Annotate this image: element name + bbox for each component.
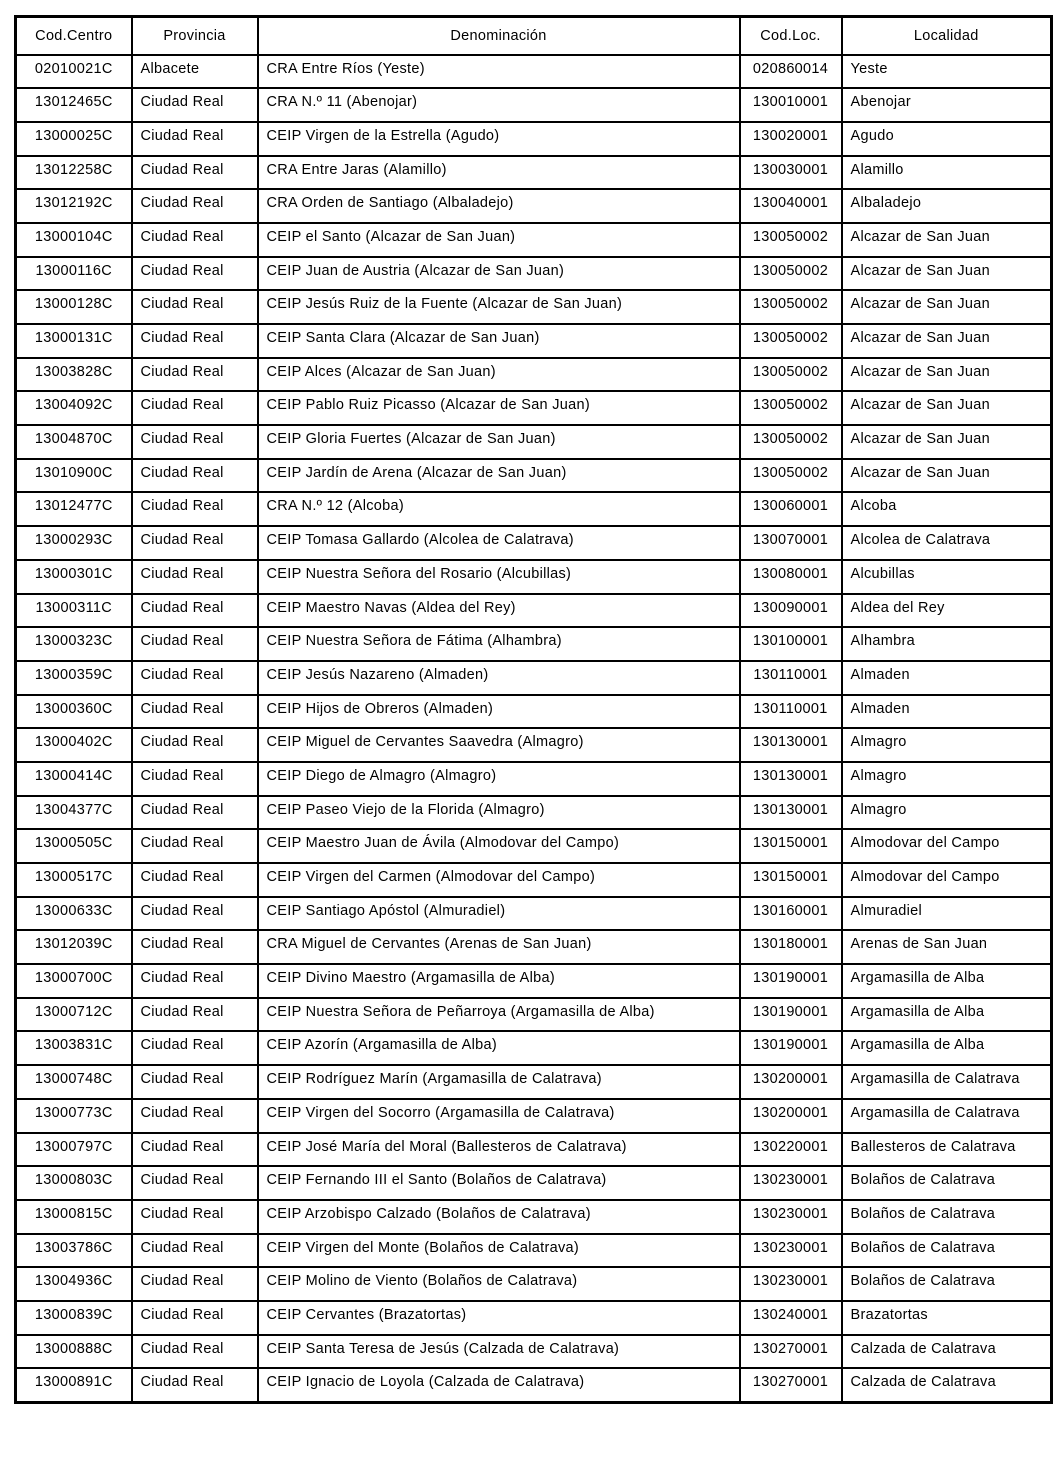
cell-cod_centro: 13012477C [16,492,132,526]
cell-provincia: Ciudad Real [132,1368,258,1402]
cell-denominacion: CEIP Pablo Ruiz Picasso (Alcazar de San Juan) [258,391,740,425]
cell-cod_centro: 13000748C [16,1065,132,1099]
cell-cod_loc: 130030001 [740,156,842,190]
cell-denominacion: CRA N.º 12 (Alcoba) [258,492,740,526]
cell-cod_centro: 13012465C [16,88,132,122]
cell-localidad: Alcazar de San Juan [842,358,1052,392]
cell-cod_loc: 130130001 [740,762,842,796]
cell-provincia: Ciudad Real [132,459,258,493]
cell-denominacion: CEIP Maestro Juan de Ávila (Almodovar del Campo) [258,829,740,863]
cell-cod_centro: 13000773C [16,1099,132,1133]
cell-localidad: Alcazar de San Juan [842,425,1052,459]
cell-provincia: Ciudad Real [132,897,258,931]
cell-provincia: Ciudad Real [132,1200,258,1234]
cell-cod_centro: 13000104C [16,223,132,257]
cell-denominacion: CEIP Divino Maestro (Argamasilla de Alba) [258,964,740,998]
column-header-provincia: Provincia [132,17,258,55]
cell-localidad: Calzada de Calatrava [842,1368,1052,1402]
cell-cod_centro: 13004870C [16,425,132,459]
cell-provincia: Ciudad Real [132,257,258,291]
column-header-cod-loc: Cod.Loc. [740,17,842,55]
cell-denominacion: CEIP José María del Moral (Ballesteros de Calatrava) [258,1133,740,1167]
cell-cod_centro: 13000116C [16,257,132,291]
cell-provincia: Ciudad Real [132,1166,258,1200]
cell-provincia: Ciudad Real [132,1267,258,1301]
cell-cod_centro: 13000360C [16,695,132,729]
cell-cod_loc: 130050002 [740,459,842,493]
table-row [16,1099,1052,1133]
cell-localidad: Argamasilla de Alba [842,998,1052,1032]
cell-cod_loc: 130220001 [740,1133,842,1167]
cell-denominacion: CEIP Nuestra Señora de Fátima (Alhambra) [258,627,740,661]
cell-localidad: Argamasilla de Calatrava [842,1099,1052,1133]
cell-provincia: Ciudad Real [132,863,258,897]
cell-provincia: Ciudad Real [132,762,258,796]
cell-localidad: Alcoba [842,492,1052,526]
cell-denominacion: CRA Entre Ríos (Yeste) [258,55,740,89]
table-row [16,594,1052,628]
cell-cod_centro: 13000797C [16,1133,132,1167]
cell-cod_loc: 130180001 [740,930,842,964]
cell-cod_loc: 130200001 [740,1099,842,1133]
cell-cod_centro: 13000888C [16,1335,132,1369]
cell-provincia: Ciudad Real [132,964,258,998]
cell-provincia: Ciudad Real [132,1301,258,1335]
table-row [16,1234,1052,1268]
cell-cod_loc: 130090001 [740,594,842,628]
cell-localidad: Argamasilla de Alba [842,1031,1052,1065]
cell-provincia: Ciudad Real [132,627,258,661]
cell-cod_loc: 130050002 [740,223,842,257]
cell-denominacion: CEIP Paseo Viejo de la Florida (Almagro) [258,796,740,830]
cell-cod_loc: 130050002 [740,257,842,291]
cell-cod_loc: 130050002 [740,290,842,324]
cell-localidad: Agudo [842,122,1052,156]
cell-provincia: Ciudad Real [132,661,258,695]
cell-cod_centro: 13000517C [16,863,132,897]
table-row [16,1301,1052,1335]
cell-cod_centro: 13000128C [16,290,132,324]
cell-localidad: Alcazar de San Juan [842,459,1052,493]
cell-denominacion: CEIP Arzobispo Calzado (Bolaños de Calatrava) [258,1200,740,1234]
table-row [16,425,1052,459]
cell-cod_centro: 13000359C [16,661,132,695]
cell-localidad: Almodovar del Campo [842,829,1052,863]
table-row [16,189,1052,223]
cell-cod_centro: 13000025C [16,122,132,156]
cell-denominacion: CEIP Virgen del Carmen (Almodovar del Campo) [258,863,740,897]
cell-denominacion: CRA Entre Jaras (Alamillo) [258,156,740,190]
cell-localidad: Bolaños de Calatrava [842,1234,1052,1268]
cell-provincia: Albacete [132,55,258,89]
cell-cod_centro: 02010021C [16,55,132,89]
cell-cod_centro: 13000839C [16,1301,132,1335]
cell-localidad: Alcazar de San Juan [842,290,1052,324]
cell-cod_loc: 020860014 [740,55,842,89]
cell-provincia: Ciudad Real [132,594,258,628]
cell-cod_centro: 13000311C [16,594,132,628]
cell-cod_centro: 13000323C [16,627,132,661]
table-row [16,122,1052,156]
cell-provincia: Ciudad Real [132,223,258,257]
cell-denominacion: CEIP Diego de Almagro (Almagro) [258,762,740,796]
cell-cod_centro: 13000414C [16,762,132,796]
table-row [16,88,1052,122]
cell-provincia: Ciudad Real [132,122,258,156]
cell-provincia: Ciudad Real [132,1335,258,1369]
cell-denominacion: CEIP Tomasa Gallardo (Alcolea de Calatrava) [258,526,740,560]
table-header [16,17,1052,55]
cell-provincia: Ciudad Real [132,1099,258,1133]
cell-provincia: Ciudad Real [132,526,258,560]
cell-provincia: Ciudad Real [132,560,258,594]
cell-denominacion: CEIP Jardín de Arena (Alcazar de San Juan) [258,459,740,493]
cell-provincia: Ciudad Real [132,728,258,762]
table-row [16,526,1052,560]
cell-cod_loc: 130110001 [740,695,842,729]
cell-cod_centro: 13000891C [16,1368,132,1402]
table-row [16,290,1052,324]
cell-provincia: Ciudad Real [132,391,258,425]
cell-cod_centro: 13004377C [16,796,132,830]
cell-cod_centro: 13000712C [16,998,132,1032]
table-row [16,1335,1052,1369]
table-row [16,358,1052,392]
table-row [16,863,1052,897]
cell-cod_loc: 130270001 [740,1368,842,1402]
cell-cod_loc: 130050002 [740,391,842,425]
table-row [16,627,1052,661]
cell-localidad: Aldea del Rey [842,594,1052,628]
cell-cod_centro: 13000293C [16,526,132,560]
table-row [16,324,1052,358]
cell-cod_centro: 13010900C [16,459,132,493]
cell-localidad: Alhambra [842,627,1052,661]
table-row [16,661,1052,695]
cell-provincia: Ciudad Real [132,1065,258,1099]
cell-denominacion: CRA Miguel de Cervantes (Arenas de San Juan) [258,930,740,964]
table-row [16,560,1052,594]
cell-cod_loc: 130010001 [740,88,842,122]
table-row [16,1368,1052,1402]
cell-cod_loc: 130230001 [740,1267,842,1301]
table-row [16,492,1052,526]
cell-denominacion: CEIP Hijos de Obreros (Almaden) [258,695,740,729]
cell-provincia: Ciudad Real [132,1234,258,1268]
cell-cod_loc: 130020001 [740,122,842,156]
cell-localidad: Almaden [842,695,1052,729]
table-row [16,829,1052,863]
cell-provincia: Ciudad Real [132,425,258,459]
cell-cod_centro: 13000700C [16,964,132,998]
cell-localidad: Almagro [842,796,1052,830]
table-row [16,156,1052,190]
school-centers-table [14,15,1053,1404]
cell-localidad: Argamasilla de Calatrava [842,1065,1052,1099]
cell-cod_centro: 13000803C [16,1166,132,1200]
cell-denominacion: CEIP Virgen del Monte (Bolaños de Calatrava) [258,1234,740,1268]
header-row [16,17,1052,55]
cell-cod_centro: 13003831C [16,1031,132,1065]
cell-cod_loc: 130130001 [740,728,842,762]
cell-cod_loc: 130050002 [740,324,842,358]
cell-provincia: Ciudad Real [132,1031,258,1065]
table-row [16,897,1052,931]
cell-localidad: Argamasilla de Alba [842,964,1052,998]
cell-localidad: Yeste [842,55,1052,89]
cell-cod_loc: 130270001 [740,1335,842,1369]
cell-denominacion: CEIP Santiago Apóstol (Almuradiel) [258,897,740,931]
cell-denominacion: CEIP Juan de Austria (Alcazar de San Juan) [258,257,740,291]
cell-localidad: Almuradiel [842,897,1052,931]
cell-cod_loc: 130150001 [740,863,842,897]
cell-provincia: Ciudad Real [132,695,258,729]
cell-denominacion: CEIP Nuestra Señora del Rosario (Alcubillas) [258,560,740,594]
cell-localidad: Calzada de Calatrava [842,1335,1052,1369]
cell-localidad: Bolaños de Calatrava [842,1166,1052,1200]
cell-localidad: Alcubillas [842,560,1052,594]
cell-cod_centro: 13012192C [16,189,132,223]
cell-cod_loc: 130040001 [740,189,842,223]
cell-cod_loc: 130130001 [740,796,842,830]
cell-cod_loc: 130050002 [740,358,842,392]
cell-cod_loc: 130190001 [740,998,842,1032]
cell-localidad: Ballesteros de Calatrava [842,1133,1052,1167]
cell-cod_loc: 130100001 [740,627,842,661]
cell-localidad: Alcazar de San Juan [842,391,1052,425]
cell-denominacion: CEIP Alces (Alcazar de San Juan) [258,358,740,392]
table-row [16,796,1052,830]
cell-denominacion: CEIP Jesús Ruiz de la Fuente (Alcazar de San Juan) [258,290,740,324]
table-row [16,1267,1052,1301]
cell-denominacion: CEIP el Santo (Alcazar de San Juan) [258,223,740,257]
cell-cod_centro: 13000402C [16,728,132,762]
cell-cod_loc: 130230001 [740,1166,842,1200]
cell-cod_loc: 130200001 [740,1065,842,1099]
table-body [16,55,1052,1403]
table-row [16,762,1052,796]
cell-provincia: Ciudad Real [132,358,258,392]
cell-cod_loc: 130050002 [740,425,842,459]
column-header-cod-centro: Cod.Centro [16,17,132,55]
table-row [16,391,1052,425]
table-row [16,695,1052,729]
table-row [16,1166,1052,1200]
cell-denominacion: CEIP Azorín (Argamasilla de Alba) [258,1031,740,1065]
cell-provincia: Ciudad Real [132,998,258,1032]
cell-cod_centro: 13000301C [16,560,132,594]
cell-localidad: Alcolea de Calatrava [842,526,1052,560]
cell-cod_loc: 130080001 [740,560,842,594]
column-header-localidad: Localidad [842,17,1052,55]
cell-denominacion: CEIP Cervantes (Brazatortas) [258,1301,740,1335]
cell-cod_centro: 13004936C [16,1267,132,1301]
cell-cod_centro: 13000131C [16,324,132,358]
cell-cod_loc: 130060001 [740,492,842,526]
cell-cod_centro: 13004092C [16,391,132,425]
cell-localidad: Abenojar [842,88,1052,122]
cell-localidad: Brazatortas [842,1301,1052,1335]
cell-cod_centro: 13012039C [16,930,132,964]
cell-localidad: Alcazar de San Juan [842,223,1052,257]
cell-cod_loc: 130230001 [740,1234,842,1268]
cell-denominacion: CEIP Fernando III el Santo (Bolaños de Calatrava) [258,1166,740,1200]
cell-denominacion: CEIP Gloria Fuertes (Alcazar de San Juan) [258,425,740,459]
table-row [16,1065,1052,1099]
cell-denominacion: CEIP Virgen de la Estrella (Agudo) [258,122,740,156]
cell-cod_loc: 130160001 [740,897,842,931]
cell-cod_centro: 13000633C [16,897,132,931]
cell-provincia: Ciudad Real [132,88,258,122]
cell-denominacion: CEIP Maestro Navas (Aldea del Rey) [258,594,740,628]
cell-cod_centro: 13003828C [16,358,132,392]
cell-localidad: Alcazar de San Juan [842,257,1052,291]
cell-localidad: Arenas de San Juan [842,930,1052,964]
cell-cod_loc: 130240001 [740,1301,842,1335]
table-row [16,998,1052,1032]
table-row [16,55,1052,89]
cell-provincia: Ciudad Real [132,492,258,526]
cell-provincia: Ciudad Real [132,189,258,223]
table-row [16,223,1052,257]
cell-cod_loc: 130070001 [740,526,842,560]
table-row [16,964,1052,998]
cell-localidad: Bolaños de Calatrava [842,1267,1052,1301]
cell-cod_loc: 130110001 [740,661,842,695]
table-row [16,728,1052,762]
cell-denominacion: CEIP Rodríguez Marín (Argamasilla de Calatrava) [258,1065,740,1099]
cell-cod_centro: 13000505C [16,829,132,863]
cell-localidad: Bolaños de Calatrava [842,1200,1052,1234]
cell-denominacion: CEIP Jesús Nazareno (Almaden) [258,661,740,695]
cell-localidad: Almaden [842,661,1052,695]
cell-denominacion: CEIP Nuestra Señora de Peñarroya (Argamasilla de Alba) [258,998,740,1032]
cell-cod_loc: 130230001 [740,1200,842,1234]
table-row [16,459,1052,493]
cell-denominacion: CEIP Molino de Viento (Bolaños de Calatrava) [258,1267,740,1301]
table-row [16,930,1052,964]
cell-provincia: Ciudad Real [132,796,258,830]
cell-localidad: Almodovar del Campo [842,863,1052,897]
cell-localidad: Almagro [842,728,1052,762]
cell-cod_loc: 130150001 [740,829,842,863]
cell-provincia: Ciudad Real [132,930,258,964]
cell-cod_centro: 13003786C [16,1234,132,1268]
cell-denominacion: CEIP Ignacio de Loyola (Calzada de Calatrava) [258,1368,740,1402]
cell-provincia: Ciudad Real [132,829,258,863]
cell-cod_centro: 13012258C [16,156,132,190]
cell-provincia: Ciudad Real [132,324,258,358]
cell-cod_loc: 130190001 [740,964,842,998]
cell-denominacion: CEIP Santa Clara (Alcazar de San Juan) [258,324,740,358]
cell-provincia: Ciudad Real [132,1133,258,1167]
table-row [16,1133,1052,1167]
cell-localidad: Alcazar de San Juan [842,324,1052,358]
table-row [16,1200,1052,1234]
cell-denominacion: CEIP Miguel de Cervantes Saavedra (Almagro) [258,728,740,762]
cell-cod_loc: 130190001 [740,1031,842,1065]
cell-cod_centro: 13000815C [16,1200,132,1234]
table-row [16,1031,1052,1065]
cell-localidad: Alamillo [842,156,1052,190]
cell-localidad: Almagro [842,762,1052,796]
column-header-denominacion: Denominación [258,17,740,55]
cell-provincia: Ciudad Real [132,156,258,190]
cell-denominacion: CEIP Santa Teresa de Jesús (Calzada de Calatrava) [258,1335,740,1369]
cell-denominacion: CRA Orden de Santiago (Albaladejo) [258,189,740,223]
cell-provincia: Ciudad Real [132,290,258,324]
cell-denominacion: CRA N.º 11 (Abenojar) [258,88,740,122]
cell-localidad: Albaladejo [842,189,1052,223]
table-row [16,257,1052,291]
cell-denominacion: CEIP Virgen del Socorro (Argamasilla de Calatrava) [258,1099,740,1133]
